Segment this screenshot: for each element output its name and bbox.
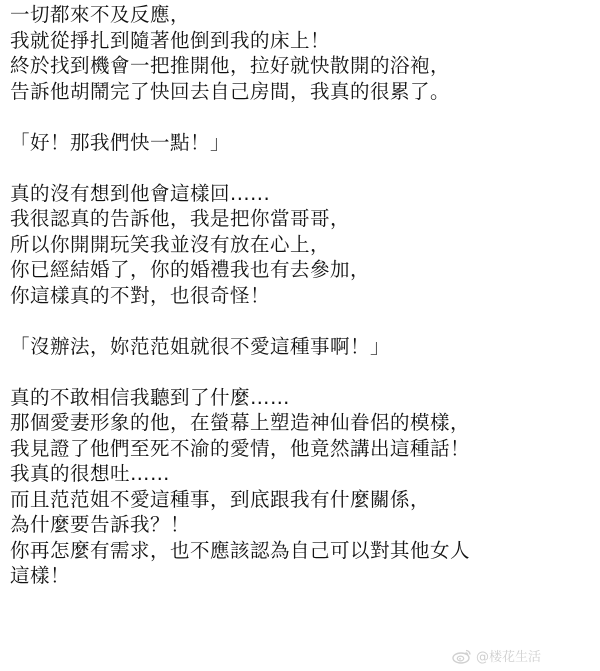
text-line: 我很認真的告訴他，我是把你當哥哥，	[10, 207, 351, 230]
text-line: 一切都來不及反應，	[10, 3, 191, 26]
dialogue-line: 「沒辦法，妳范范姐就很不愛這種事啊！」	[10, 334, 391, 358]
text-line: 你已經結婚了，你的婚禮我也有去參加，	[10, 258, 371, 281]
text-line: 為什麼要告訴我？！	[10, 513, 191, 536]
text-line: 真的沒有想到他會這樣回......	[10, 181, 271, 205]
weibo-logo-icon	[452, 648, 472, 664]
text-line: 真的不敢相信我聽到了什麼……	[10, 385, 291, 409]
weibo-watermark	[452, 646, 541, 665]
text-line: 你這樣真的不對，也很奇怪！	[10, 283, 271, 307]
text-line: 那個愛妻形象的他，在螢幕上塑造神仙眷侶的模樣，	[10, 411, 471, 434]
text-line: 所以你開開玩笑我並沒有放在心上，	[10, 232, 331, 256]
text-line: 我真的很想吐……	[10, 462, 171, 485]
paragraph-gap	[10, 104, 600, 130]
text-line: 我見證了他們至死不渝的愛情，他竟然講出這種話！	[10, 436, 471, 460]
text-line: 而且范范姐不愛這種事，到底跟我有什麼關係，	[10, 487, 431, 511]
text-line: 告訴他胡鬧完了快回去自己房間，我真的很累了。	[10, 79, 451, 103]
watermark-handle: @楼花生活	[476, 650, 542, 665]
dialogue-line: 「好！那我們快一點！」	[10, 130, 231, 154]
paragraph-gap	[10, 308, 600, 334]
text-line: 我就從掙扎到隨著他倒到我的床上！	[10, 28, 331, 52]
paragraph-gap	[10, 359, 600, 385]
text-line: 你再怎麼有需求，也不應該認為自己可以對其他女人	[10, 538, 471, 562]
text-line: 這樣！	[10, 564, 71, 587]
paragraph-gap	[10, 155, 600, 181]
text-line: 終於找到機會一把推開他，拉好就快散開的浴袍，	[10, 54, 451, 77]
